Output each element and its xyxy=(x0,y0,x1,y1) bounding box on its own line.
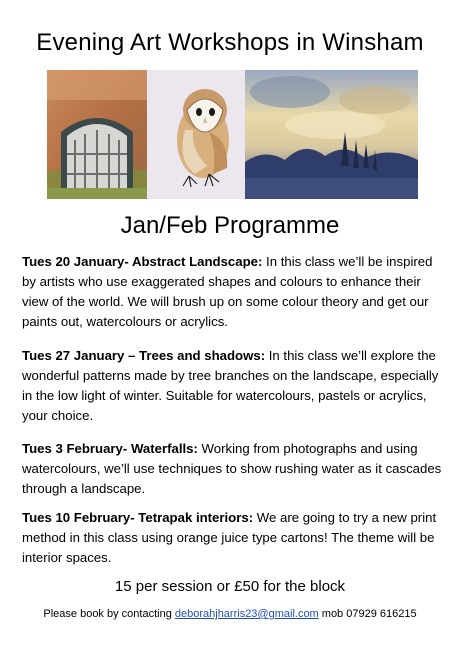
session-paragraph xyxy=(22,346,444,426)
owl-drawing-icon xyxy=(147,70,245,199)
programme-heading: Jan/Feb Programme xyxy=(120,212,340,239)
session-heading: Tues 3 February- Waterfalls: xyxy=(22,441,198,456)
contact-line xyxy=(0,606,460,622)
session-paragraph xyxy=(22,252,444,332)
email-link[interactable]: deborahjharris23@gmail.com xyxy=(174,608,319,620)
session-heading: Tues 10 February- Tetrapak interiors: xyxy=(22,510,254,525)
session-description: In this class we’ll be inspired by artists who use exaggerated shapes and colours to enhance their view of the world. We will brush up on some colour theory and get our paints out, watercolours or acrylics. xyxy=(22,254,433,329)
gate-painting-icon xyxy=(47,70,147,199)
session-heading: Tues 20 January- Abstract Landscape: xyxy=(22,254,263,269)
phone-number: mob 07929 616215 xyxy=(318,608,417,620)
landscape-painting-icon xyxy=(245,70,418,199)
session-paragraph xyxy=(22,508,444,568)
session-description: Working from photographs and using watercolours, we’ll use techniques to show rushing water as it cascades through a landscape. xyxy=(22,441,442,496)
session-heading: Tues 27 January – Trees and shadows: xyxy=(22,348,266,363)
contact-prefix: Please book by contacting xyxy=(43,608,175,620)
session-description: In this class we’ll explore the wonderful patterns made by tree branches on the landscape, especially in the low light of winter. Suitable for watercolours, pastels or acrylics, your choice. xyxy=(22,348,439,423)
session-paragraph xyxy=(22,439,444,499)
page-title: Evening Art Workshops in Winsham xyxy=(36,29,424,56)
session-description: We are going to try a new print method in this class using orange juice type cartons! The theme will be interior spaces. xyxy=(22,510,437,565)
price-info: 15 per session or £50 for the block xyxy=(114,578,346,595)
